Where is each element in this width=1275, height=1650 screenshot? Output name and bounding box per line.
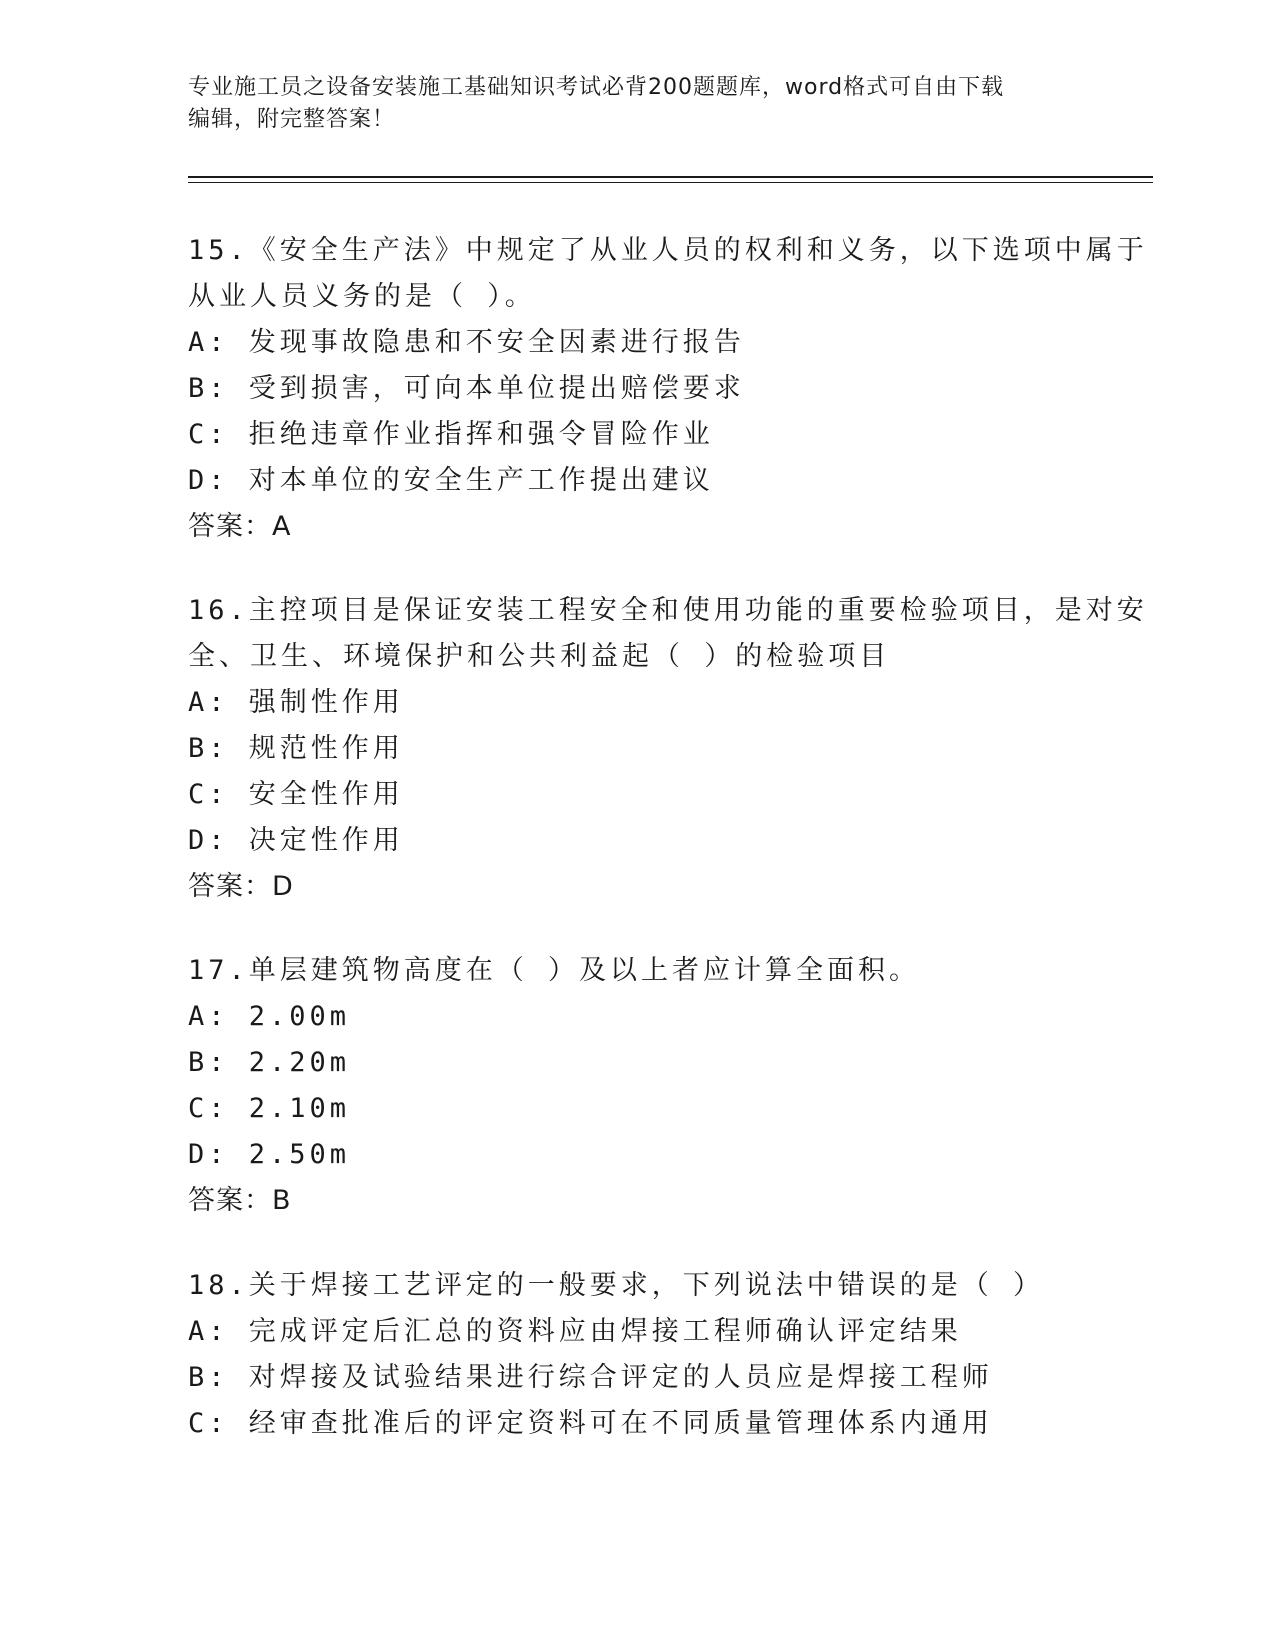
option-d: D: 对本单位的安全生产工作提出建议: [188, 465, 714, 496]
question-15: [188, 228, 1148, 550]
question-stem: 17.单层建筑物高度在（ ）及以上者应计算全面积。: [188, 955, 921, 986]
option-d: D: 决定性作用: [188, 825, 404, 856]
header-line-1: 专业施工员之设备安装施工基础知识考试必背200题题库，word格式可自由下载: [188, 75, 1005, 100]
option-c: C: 拒绝违章作业指挥和强令冒险作业: [188, 419, 714, 450]
question-stem: 18.关于焊接工艺评定的一般要求，下列说法中错误的是（ ）: [188, 1270, 1045, 1301]
option-b: B: 对焊接及试验结果进行综合评定的人员应是焊接工程师: [188, 1362, 993, 1393]
answer: 答案：B: [188, 1185, 292, 1216]
question-stem: 从业人员义务的是（ ）。: [188, 281, 536, 312]
document-header: [188, 72, 1088, 136]
option-b: B: 规范性作用: [188, 733, 404, 764]
option-a: A: 2.00m: [188, 1001, 351, 1032]
question-16: [188, 588, 1148, 910]
question-17: [188, 948, 1088, 1224]
header-divider-thick: [188, 176, 1153, 178]
question-stem: 全、卫生、环境保护和公共利益起（ ）的检验项目: [188, 641, 891, 672]
option-b: B: 2.20m: [188, 1047, 351, 1078]
answer: 答案：A: [188, 511, 292, 542]
option-b: B: 受到损害，可向本单位提出赔偿要求: [188, 373, 745, 404]
option-c: C: 2.10m: [188, 1093, 351, 1124]
answer: 答案：D: [188, 871, 294, 902]
question-stem: 16.主控项目是保证安装工程安全和使用功能的重要检验项目，是对安: [188, 595, 1148, 626]
question-stem: 15.《安全生产法》中规定了从业人员的权利和义务，以下选项中属于: [188, 235, 1148, 266]
option-c: C: 经审查批准后的评定资料可在不同质量管理体系内通用: [188, 1408, 993, 1439]
option-a: A: 强制性作用: [188, 687, 404, 718]
option-c: C: 安全性作用: [188, 779, 404, 810]
option-d: D: 2.50m: [188, 1139, 351, 1170]
question-18: [188, 1263, 1088, 1447]
header-divider-thin: [188, 182, 1153, 183]
option-a: A: 完成评定后汇总的资料应由焊接工程师确认评定结果: [188, 1316, 962, 1347]
header-line-2: 编辑，附完整答案！: [188, 107, 396, 132]
option-a: A: 发现事故隐患和不安全因素进行报告: [188, 327, 745, 358]
